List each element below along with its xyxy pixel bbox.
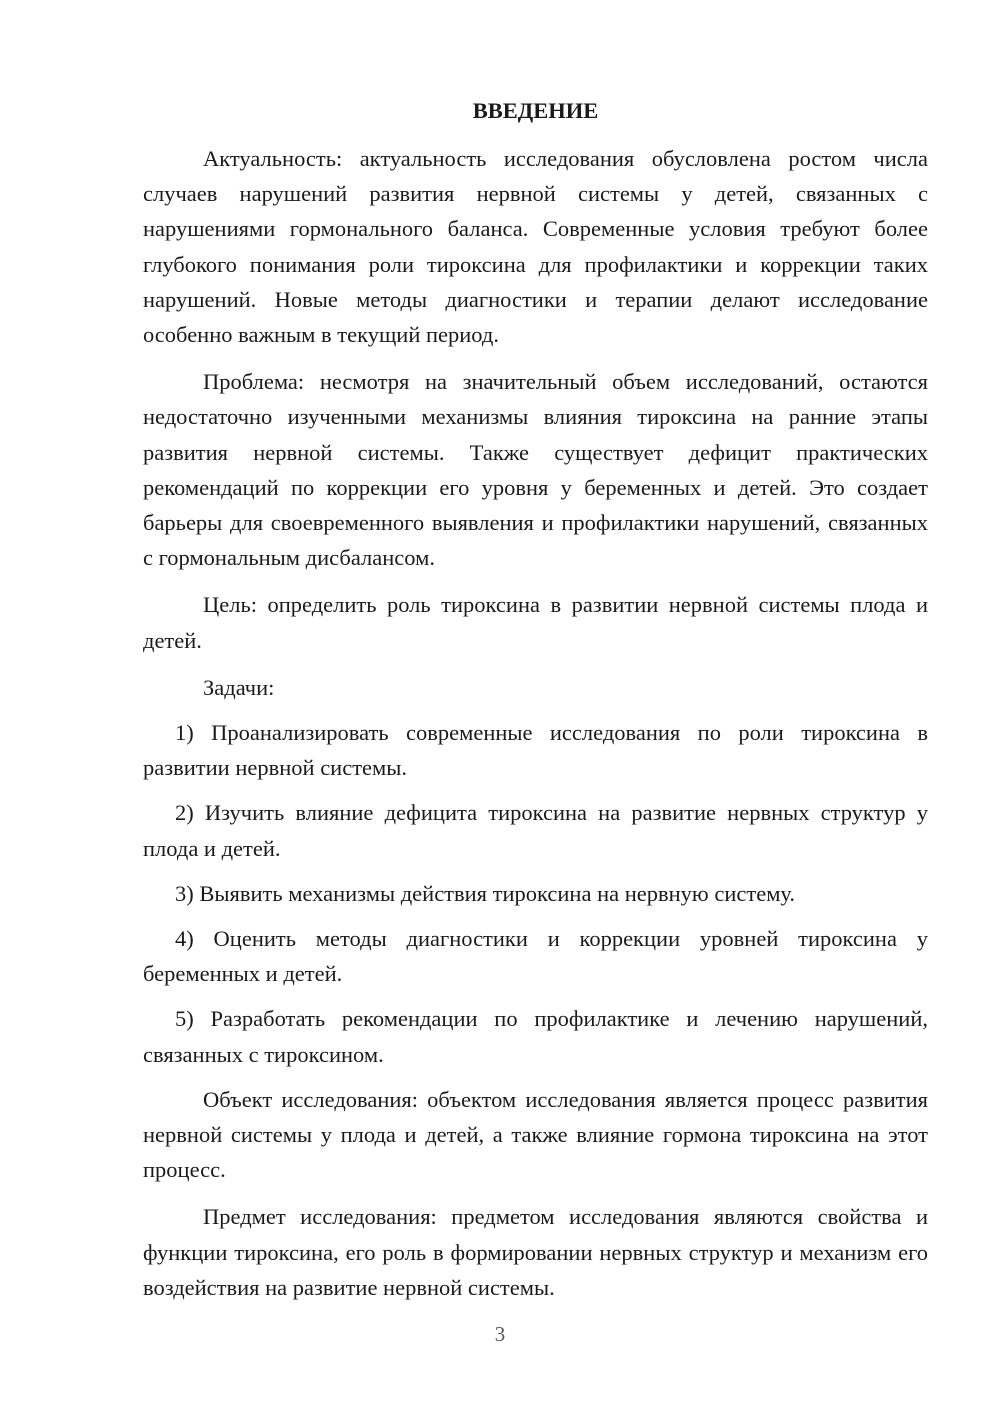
subject-paragraph: Предмет исследования: предметом исследования являются свойства и функции тироксина, его роль в формировании нервных структур и механизм его воздействия на развитие нервной системы. (143, 1204, 928, 1300)
goal-paragraph: Цель: определить роль тироксина в развитии нервной системы плода и детей. (143, 592, 928, 653)
problem-paragraph: Проблема: несмотря на значительный объем исследований, остаются недостаточно изученными механизмы влияния тироксина на ранние этапы развития нервной системы. Также существует дефицит практических рекомендаций по коррекции его уровня у беременных и детей. Это создает барьеры для своевременного выявления и профилактики нарушений, связанных с гормональным дисбалансом. (143, 369, 928, 571)
task-item-5: 5) Разработать рекомендации по профилактике и лечению нарушений, связанных с тироксином. (143, 1006, 928, 1067)
relevance-paragraph: Актуальность: актуальность исследования обусловлена ростом числа случаев нарушений развития нервной системы у детей, связанных с нарушениями гормонального баланса. Современные условия требуют более глубокого понимания роли тироксина для профилактики и коррекции таких нарушений. Новые методы диагностики и терапии делают исследование особенно важным в текущий период. (143, 146, 928, 348)
document-page (143, 95, 928, 1315)
object-paragraph: Объект исследования: объектом исследования является процесс развития нервной системы у плода и детей, а также влияние гормона тироксина на этот процесс. (143, 1086, 928, 1183)
task-item-2: 2) Изучить влияние дефицита тироксина на развитие нервных структур у плода и детей. (143, 800, 928, 861)
page-number: 3 (494, 1322, 506, 1346)
tasks-heading: Задачи: (203, 674, 275, 700)
section-title: ВВЕДЕНИЕ (472, 98, 599, 123)
task-item-3: 3) Выявить механизмы действия тироксина на нервную систему. (175, 880, 796, 906)
task-item-1: 1) Проанализировать современные исследования по роли тироксина в развитии нервной системы. (143, 720, 928, 781)
task-item-4: 4) Оценить методы диагностики и коррекции уровней тироксина у беременных и детей. (143, 926, 928, 987)
